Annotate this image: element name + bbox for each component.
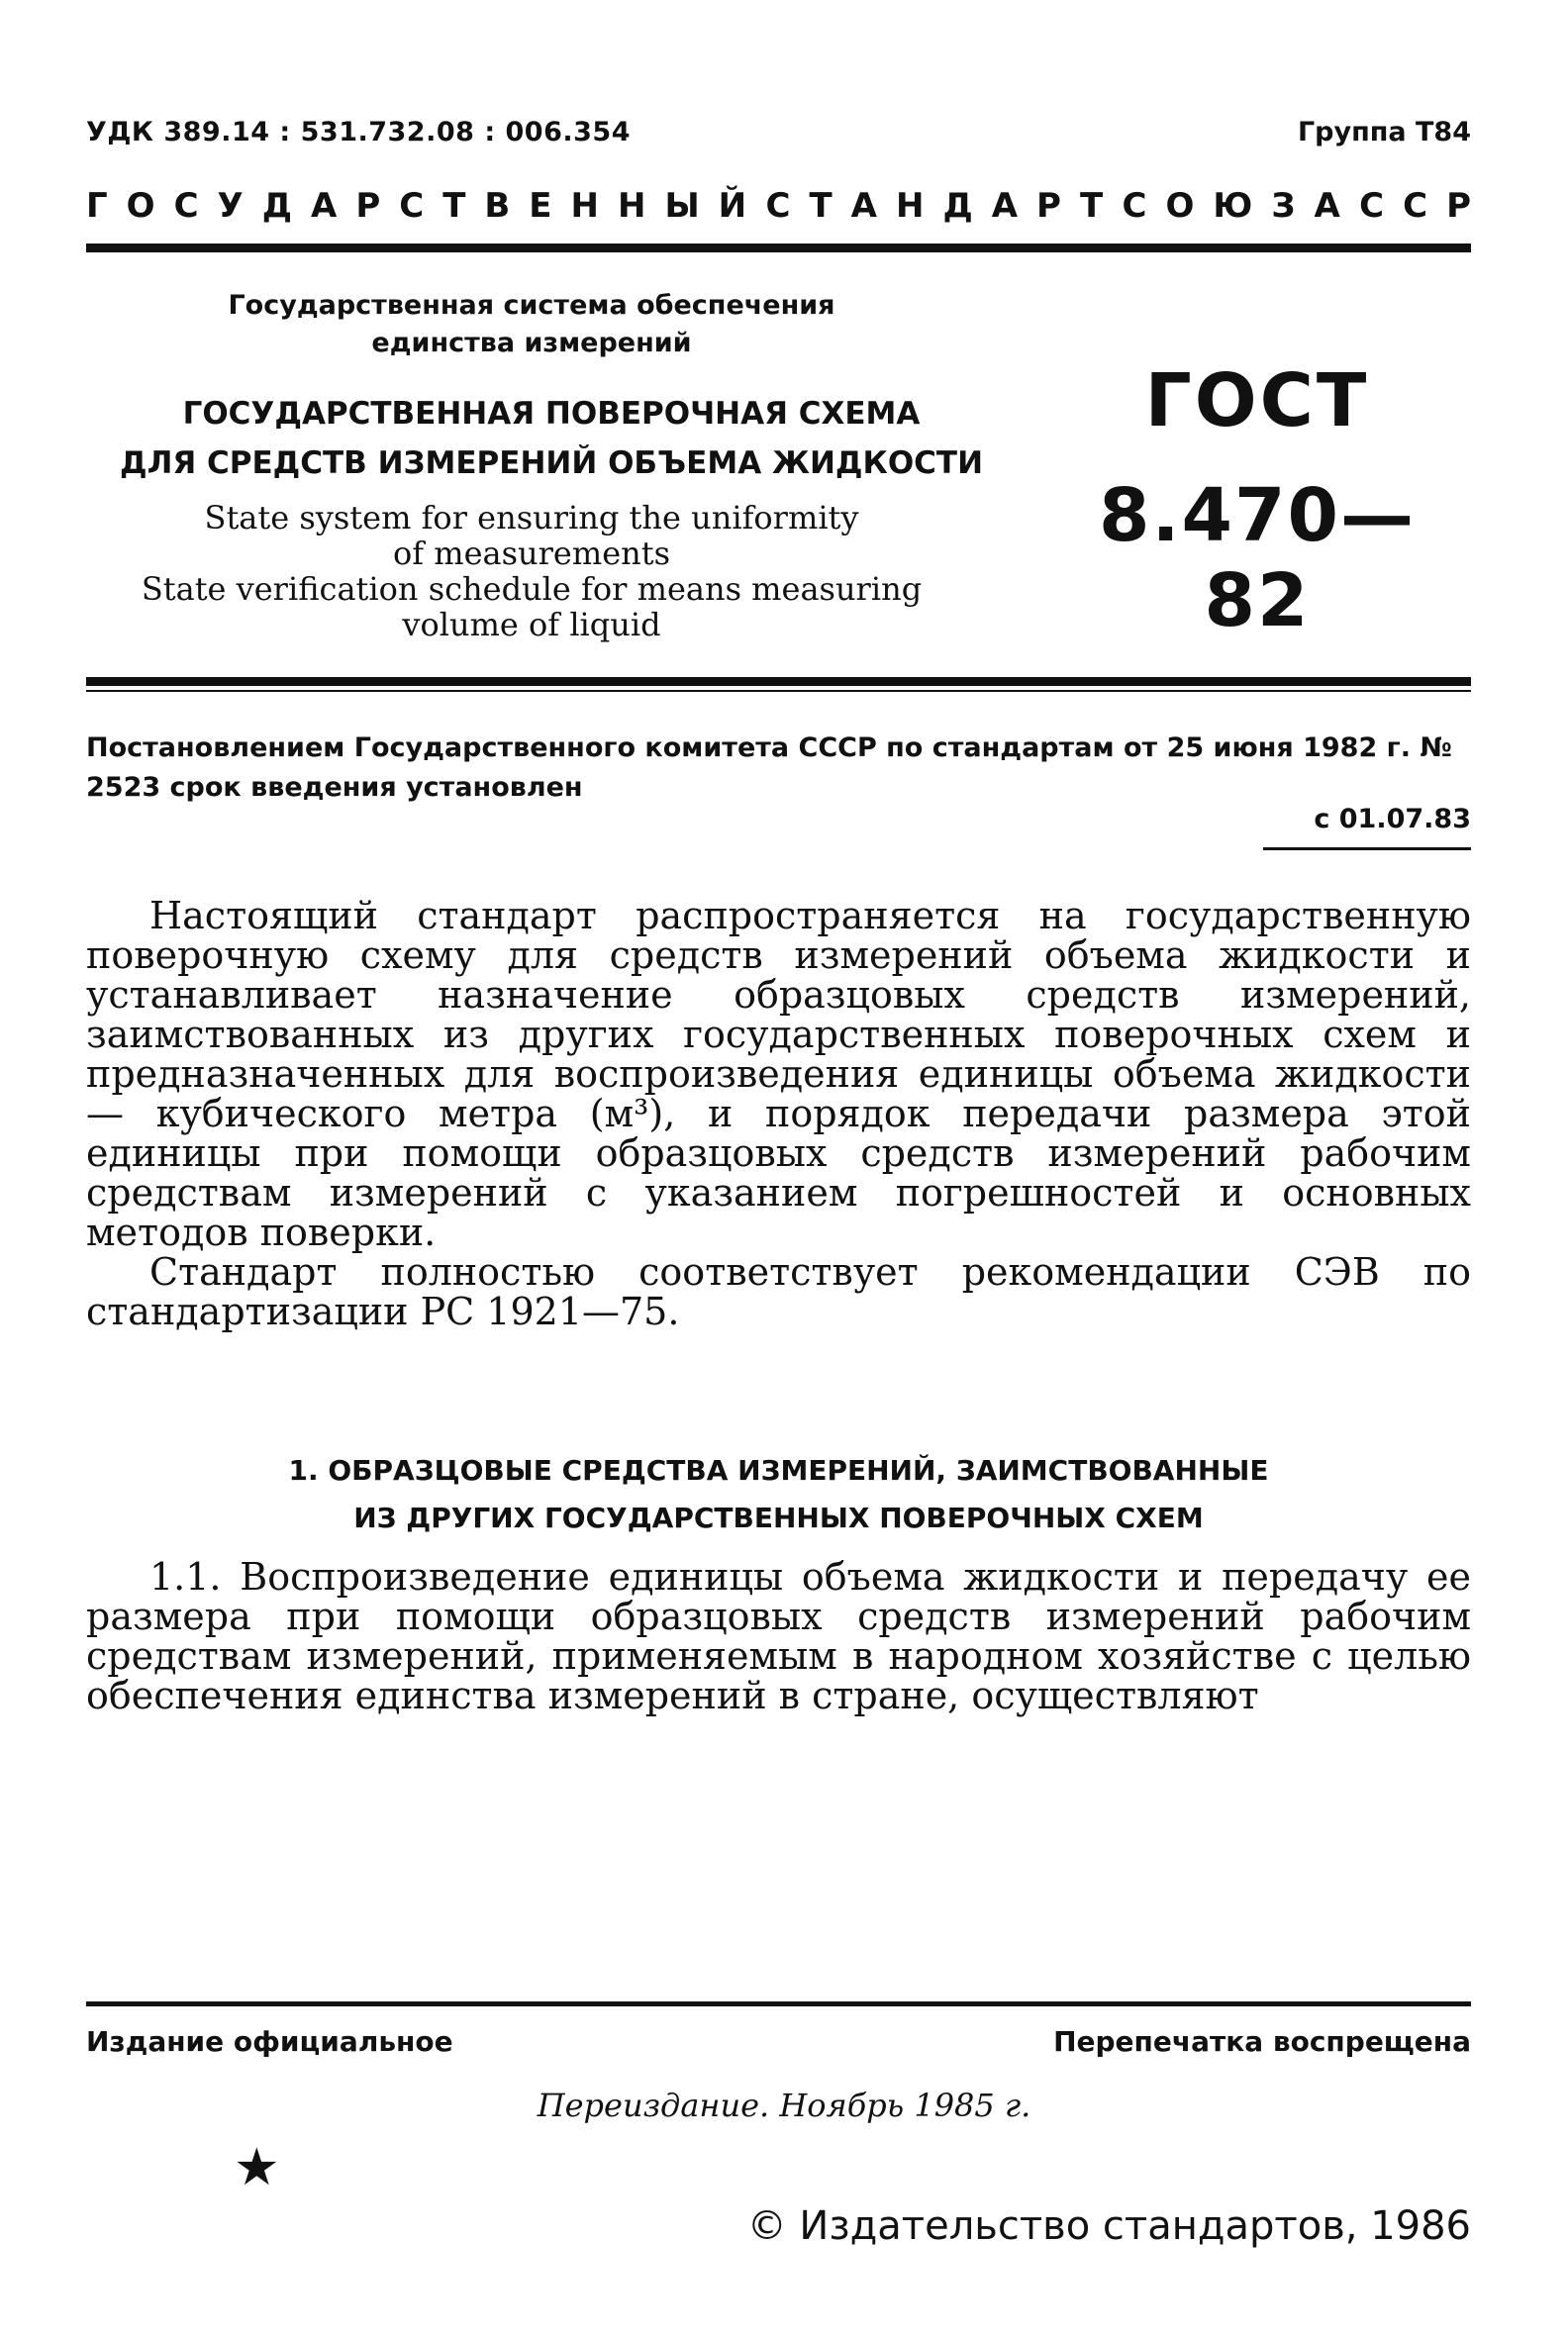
system-subtitle	[86, 287, 977, 362]
decree-text: Постановлением Государственного комитета СССР по стандартам от 25 июня 1982 г. № 2523 срок введения установлен	[86, 732, 1452, 803]
english-line-4: volume of liquid	[402, 606, 661, 643]
reprint-prohibited: Перепечатка воспрещена	[1053, 2025, 1471, 2058]
gost-label: ГОСТ	[1144, 358, 1370, 443]
introduction	[86, 896, 1471, 1331]
banner-word-3: СОЮЗА	[1122, 186, 1359, 226]
banner-word-2: СТАНДАРТ	[765, 186, 1123, 226]
section-heading-line-2: ИЗ ДРУГИХ ГОСУДАРСТВЕННЫХ ПОВЕРОЧНЫХ СХЕМ	[353, 1502, 1204, 1534]
english-line-1: State system for ensuring the uniformity	[204, 499, 859, 536]
intro-paragraph-2: Стандарт полностью соответствует рекомендации СЭВ по стандартизации РС 1921—75.	[86, 1250, 1471, 1333]
effective-date: с 01.07.83	[1314, 804, 1471, 834]
publisher-copyright: © Издательство стандартов, 1986	[746, 2203, 1471, 2249]
clause-1-1-text: 1.1. Воспроизведение единицы объема жидкости и передачу ее размера при помощи образцовых средств измерений рабочим средствам измерений, применяемым в народном хозяйстве с целью обеспечения единства измерений в стране, осуществляют	[86, 1555, 1471, 1717]
section-1-heading	[86, 1447, 1471, 1542]
system-line-1: Государственная система обеспечения	[228, 290, 835, 321]
english-line-2: of measurements	[392, 535, 671, 572]
star-icon: ★	[234, 2138, 280, 2197]
section-heading-line-1: 1. ОБРАЗЦОВЫЕ СРЕДСТВА ИЗМЕРЕНИЙ, ЗАИМСТВОВАННЫЕ	[288, 1454, 1269, 1487]
document-title	[86, 389, 1017, 488]
title-divider-thin	[86, 690, 1471, 692]
title-divider	[86, 677, 1471, 686]
official-edition: Издание официальное	[86, 2025, 453, 2058]
intro-paragraph-1: Настоящий стандарт распространяется на государственную поверочную схему для средств измерений объема жидкости и устанавливает назначение образцовых средств измерений, заимствованных из других государственных поверочных схем и предназначенных для воспроизведения единицы объема жидкости — кубического метра (м³), и порядок передачи размера этой единицы при помощи образцовых средств измерений рабочим средствам измерений с указанием погрешностей и основных методов поверки.	[86, 894, 1471, 1254]
title-line-1: ГОСУДАРСТВЕННАЯ ПОВЕРОЧНАЯ СХЕМА	[182, 396, 921, 432]
header-divider	[86, 243, 1471, 252]
footer-divider	[86, 2001, 1471, 2006]
udk-code: УДК 389.14 : 531.732.08 : 006.354	[86, 117, 632, 147]
group-code: Группа Т84	[1297, 117, 1471, 147]
english-line-3: State verification schedule for means measuring	[141, 570, 923, 608]
title-line-2: ДЛЯ СРЕДСТВ ИЗМЕРЕНИЙ ОБЪЕМА ЖИДКОСТИ	[119, 445, 984, 481]
banner-word-1: ГОСУДАРСТВЕННЫЙ	[86, 186, 766, 226]
english-title	[86, 500, 977, 642]
reissue-note: Переиздание. Ноябрь 1985 г.	[537, 2087, 1031, 2124]
banner-word-4: ССР	[1359, 186, 1490, 226]
system-line-2: единства измерений	[371, 328, 692, 358]
state-standard-banner	[86, 186, 1490, 226]
gost-number: 8.470—82	[1098, 473, 1417, 643]
date-underline	[1263, 847, 1471, 850]
clause-1-1	[86, 1557, 1471, 1715]
